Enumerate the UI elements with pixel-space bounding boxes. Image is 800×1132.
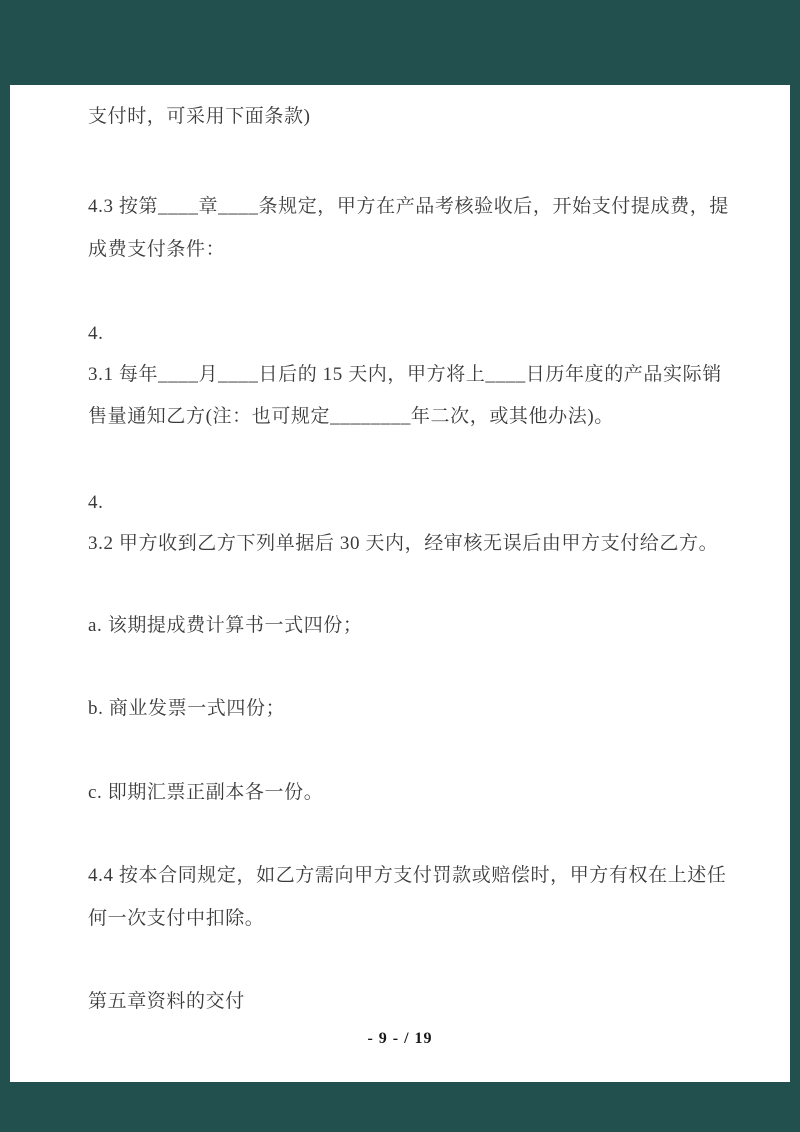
doc-line: 第五章资料的交付 [88,991,245,1012]
doc-line: 4. [88,492,104,513]
doc-line: 成费支付条件： [88,239,226,260]
doc-line: b. 商业发票一式四份； [88,698,286,719]
doc-line: 何一次支付中扣除。 [88,908,265,929]
doc-line: 3.2 甲方收到乙方下列单据后 30 天内，经审核无误后由甲方支付给乙方。 [88,533,719,554]
doc-line: 3.1 每年____月____日后的 15 天内，甲方将上____日历年度的产品实际销 [88,364,722,385]
doc-line: c. 即期汇票正副本各一份。 [88,782,324,803]
doc-line: 4.3 按第____章____条规定，甲方在产品考核验收后，开始支付提成费，提 [88,196,729,217]
doc-line: a. 该期提成费计算书一式四份； [88,615,363,636]
doc-line: 支付时，可采用下面条款) [88,106,311,127]
doc-line: 售量通知乙方(注：也可规定________年二次，或其他办法)。 [88,406,614,427]
doc-line: 4.4 按本合同规定，如乙方需向甲方支付罚款或赔偿时，甲方有权在上述任 [88,865,727,886]
page-number: - 9 - / 19 [367,1030,433,1047]
doc-line: 4. [88,323,104,344]
